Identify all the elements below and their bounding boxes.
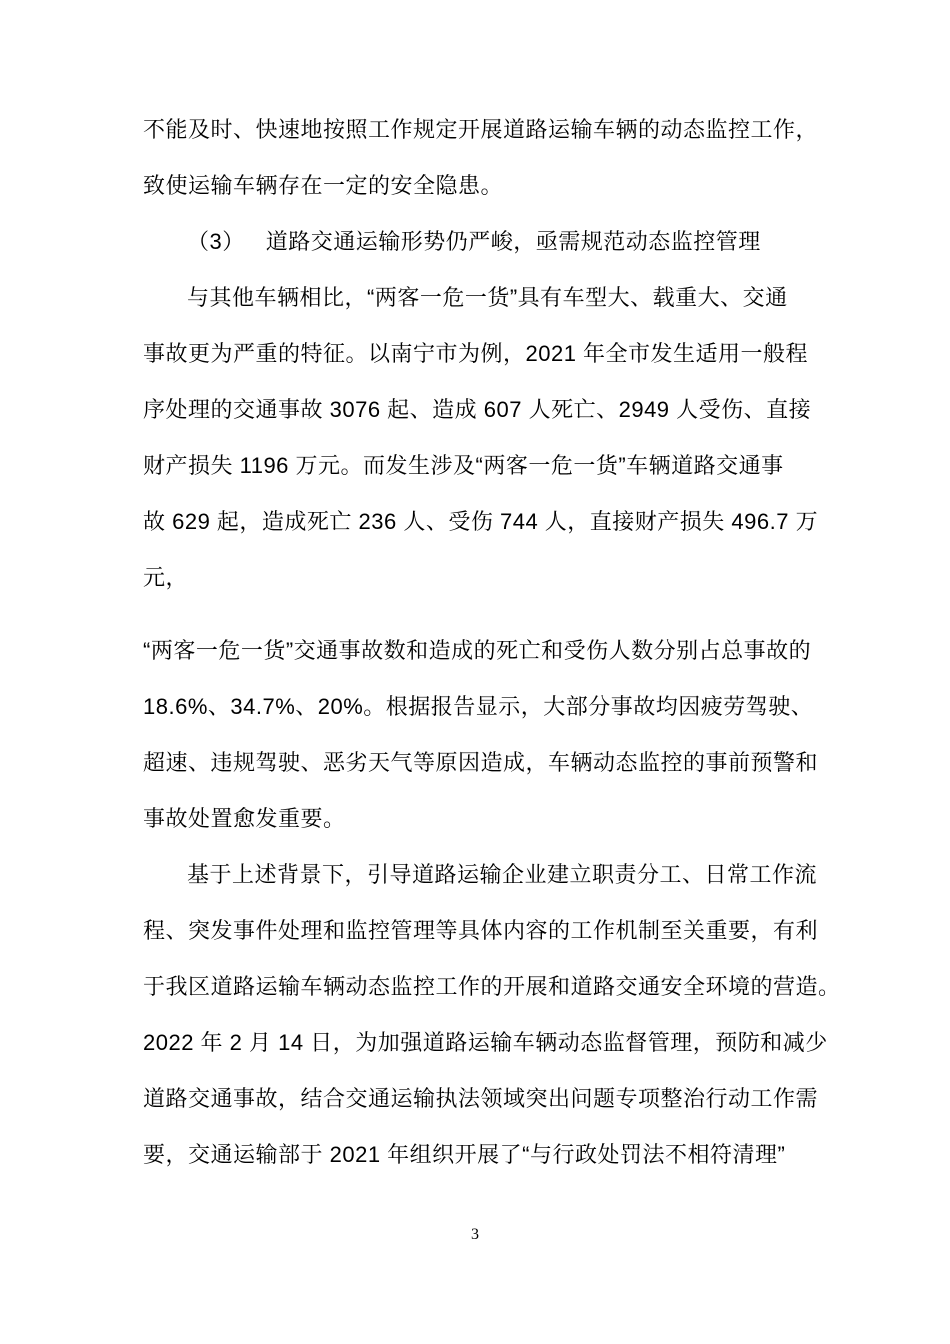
text-line: 故 629 起，造成死亡 236 人、受伤 744 人，直接财产损失 496.7 万 xyxy=(143,509,819,534)
text-column xyxy=(143,102,841,1183)
text-line: 道路交通事故，结合交通运输执法领域突出问题专项整治行动工作需 xyxy=(143,1086,819,1111)
text-line: 事故处置愈发重要。 xyxy=(143,806,346,831)
text-line: 要，交通运输部于 2021 年组织开展了“与行政处罚法不相符清理” xyxy=(143,1142,786,1167)
heading-number: （3） xyxy=(187,229,245,254)
heading-text: 道路交通运输形势仍严峻，亟需规范动态监控管理 xyxy=(265,229,761,254)
text-line: 致使运输车辆存在一定的安全隐患。 xyxy=(143,173,504,198)
text-line: 基于上述背景下，引导道路运输企业建立职责分工、日常工作流 xyxy=(187,862,818,887)
text-line: 超速、违规驾驶、恶劣天气等原因造成，车辆动态监控的事前预警和 xyxy=(143,750,819,775)
text-line: 元， xyxy=(143,565,189,590)
text-line: 不能及时、快速地按照工作规定开展道路运输车辆的动态监控工作， xyxy=(143,117,819,142)
text-line: 事故更为严重的特征。以南宁市为例，2021 年全市发生适用一般程 xyxy=(143,341,809,366)
text-line: “两客一危一货”交通事故数和造成的死亡和受伤人数分别占总事故的 xyxy=(143,638,812,663)
text-line: 18.6%、34.7%、20%。根据报告显示，大部分事故均因疲劳驾驶、 xyxy=(143,694,814,719)
text-line: 财产损失 1196 万元。而发生涉及“两客一危一货”车辆道路交通事 xyxy=(143,453,784,478)
heading-line xyxy=(143,214,835,270)
text-line: 程、突发事件处理和监控管理等具体内容的工作机制至关重要，有利 xyxy=(143,918,819,943)
page-number: 3 xyxy=(471,1226,479,1243)
text-line: 与其他车辆相比，“两客一危一货”具有车型大、载重大、交通 xyxy=(187,285,788,310)
text-line: 2022 年 2 月 14 日，为加强道路运输车辆动态监督管理，预防和减少 xyxy=(143,1030,828,1055)
text-line: 于我区道路运输车辆动态监控工作的开展和道路交通安全环境的营造。 xyxy=(143,974,841,999)
text-line: 序处理的交通事故 3076 起、造成 607 人死亡、2949 人受伤、直接 xyxy=(143,397,812,422)
